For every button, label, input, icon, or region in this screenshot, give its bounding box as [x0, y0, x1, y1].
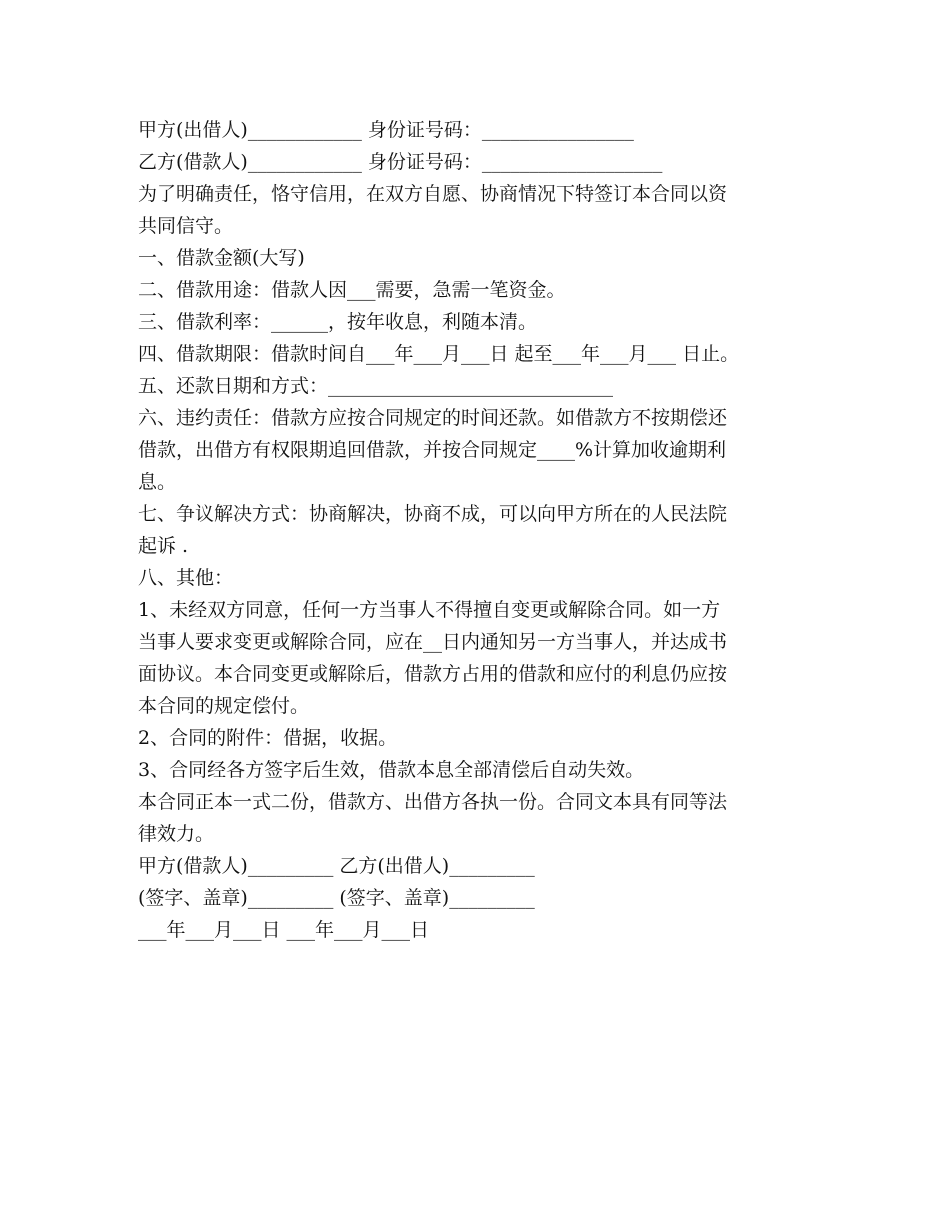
clause-loan-purpose: 二、借款用途：借款人因___需要，急需一笔资金。 [138, 279, 566, 301]
other-item-2: 2、合同的附件：借据，收据。 [138, 727, 398, 749]
other-item-1-line-3: 面协议。本合同变更或解除后，借款方占用的借款和应付的利息仍应按 [138, 663, 728, 685]
clause-interest-rate: 三、借款利率：______，按年收息，利随本清。 [138, 311, 538, 333]
other-item-1-line-4: 本合同的规定偿付。 [138, 695, 310, 717]
party-a-lender-line: 甲方(出借人)____________ 身份证号码：________________ [138, 119, 634, 141]
copies-line-2: 律效力。 [138, 823, 215, 845]
clause-repayment: 五、还款日期和方式：______________________________ [138, 375, 614, 397]
preamble-line-1: 为了明确责任，恪守信用，在双方自愿、协商情况下特签订本合同以资 [138, 183, 728, 205]
clause-loan-amount: 一、借款金额(大写) [138, 247, 305, 269]
clause-breach-line-1: 六、违约责任：借款方应按合同规定的时间还款。如借款方不按期偿还 [138, 407, 728, 429]
clause-other-heading: 八、其他： [138, 567, 234, 589]
clause-dispute-line-1: 七、争议解决方式：协商解决，协商不成，可以向甲方所在的人民法院 [138, 503, 728, 525]
party-b-borrower-line: 乙方(借款人)____________ 身份证号码：___________________ [138, 151, 663, 173]
clause-dispute-line-2: 起诉 . [138, 535, 189, 557]
clause-loan-term: 四、借款期限：借款时间自___年___月___日 起至___年___月___ 日止。 [138, 343, 740, 365]
clause-breach-line-2: 借款，出借方有权限期追回借款，并按合同规定____%计算加收逾期利 [138, 439, 727, 461]
contract-document [138, 114, 838, 946]
other-item-1-line-2: 当事人要求变更或解除合同，应在__日内通知另一方当事人，并达成书 [138, 631, 728, 653]
other-item-3: 3、合同经各方签字后生效，借款本息全部清偿后自动失效。 [138, 759, 645, 781]
clause-breach-line-3: 息。 [138, 471, 177, 493]
signature-parties-line: 甲方(借款人)_________ 乙方(出借人)_________ [138, 855, 535, 877]
preamble-line-2: 共同信守。 [138, 215, 234, 237]
signature-date-line: ___年___月___日 ___年___月___日 [138, 919, 430, 941]
copies-line-1: 本合同正本一式二份，借款方、出借方各执一份。合同文本具有同等法 [138, 791, 728, 813]
other-item-1-line-1: 1、未经双方同意，任何一方当事人不得擅自变更或解除合同。如一方 [138, 599, 721, 621]
signature-seal-line: (签字、盖章)_________ (签字、盖章)_________ [138, 887, 535, 909]
